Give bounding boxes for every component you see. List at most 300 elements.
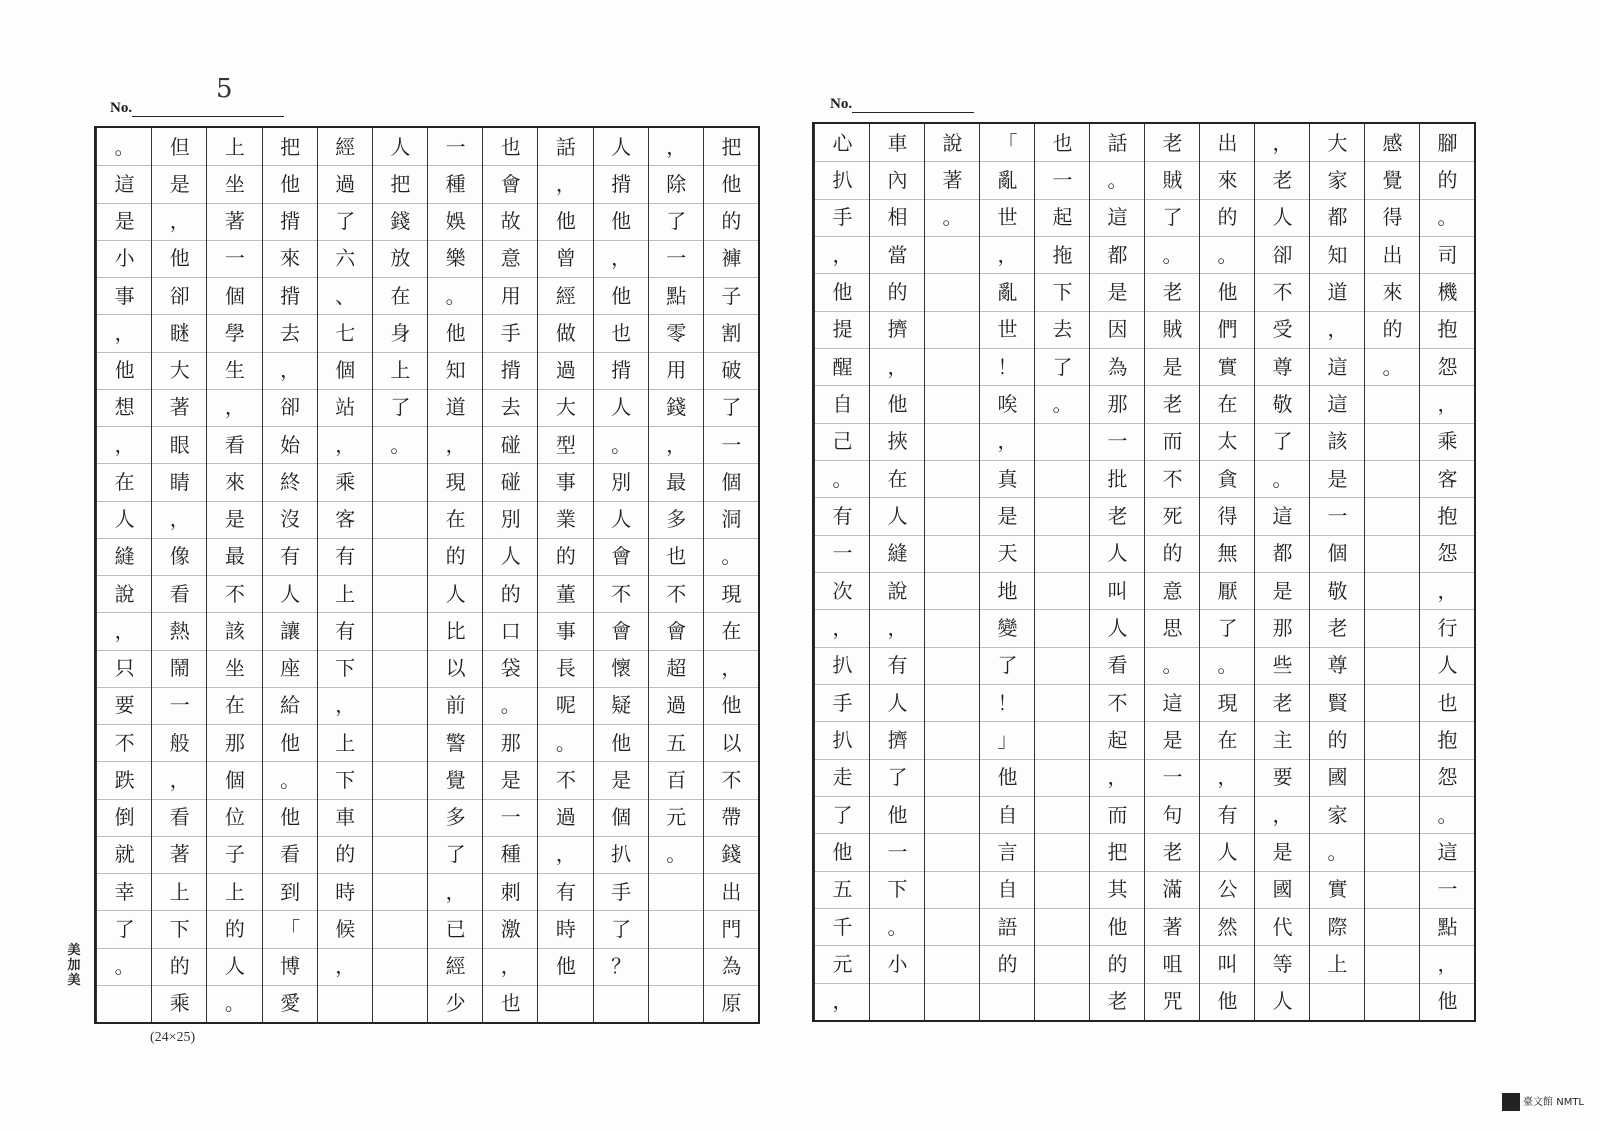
manuscript-character: ， <box>1437 951 1458 976</box>
manuscript-character: 。 <box>1052 391 1073 416</box>
manuscript-character: 一 <box>1437 877 1458 902</box>
manuscript-character: 去 <box>500 395 521 420</box>
manuscript-character: 看 <box>1107 653 1128 678</box>
manuscript-character: 世 <box>997 317 1018 342</box>
manuscript-character: ， <box>666 432 687 457</box>
manuscript-character: 敬 <box>1272 391 1293 416</box>
manuscript-character: 一 <box>1327 503 1348 528</box>
manuscript-character: 是 <box>169 171 190 196</box>
grid-column-line <box>869 124 870 1020</box>
manuscript-character: 他 <box>114 358 135 383</box>
manuscript-character: 口 <box>500 618 521 643</box>
grid-column-line <box>151 128 152 1022</box>
manuscript-character: 怨 <box>1437 354 1458 379</box>
manuscript-character: 千 <box>832 914 853 939</box>
manuscript-character: 博 <box>280 954 301 979</box>
manuscript-character: 有 <box>832 503 853 528</box>
manuscript-character: 。 <box>1327 839 1348 864</box>
manuscript-character: 一 <box>887 839 908 864</box>
left-column-text <box>318 128 373 1022</box>
manuscript-character: 點 <box>1437 914 1458 939</box>
manuscript-character: 在 <box>390 283 411 308</box>
manuscript-character: 唉 <box>997 391 1018 416</box>
manuscript-character: 下 <box>335 656 356 681</box>
manuscript-character: 這 <box>1327 391 1348 416</box>
manuscript-character: 揹 <box>611 171 632 196</box>
manuscript-character: 去 <box>1052 317 1073 342</box>
manuscript-character: 人 <box>224 954 245 979</box>
left-column <box>317 128 373 1022</box>
manuscript-character: 上 <box>1327 951 1348 976</box>
manuscript-character: 家 <box>1327 167 1348 192</box>
manuscript-character: 。 <box>1217 653 1238 678</box>
manuscript-character: 碰 <box>500 469 521 494</box>
manuscript-character: 把 <box>1107 839 1128 864</box>
left-column-text <box>263 128 318 1022</box>
grid-size-label: (24×25) <box>150 1030 196 1045</box>
manuscript-character: 放 <box>390 246 411 271</box>
manuscript-character: 一 <box>1162 765 1183 790</box>
manuscript-character: 個 <box>611 805 632 830</box>
manuscript-character: 賢 <box>1327 690 1348 715</box>
manuscript-character: ， <box>1327 317 1348 342</box>
manuscript-character: 內 <box>887 167 908 192</box>
manuscript-character: 著 <box>1162 914 1183 939</box>
manuscript-character: 下 <box>335 767 356 792</box>
manuscript-character: 元 <box>832 951 853 976</box>
left-column <box>482 128 538 1022</box>
manuscript-character: 是 <box>997 503 1018 528</box>
manuscript-character: 一 <box>1052 167 1073 192</box>
manuscript-character: 國 <box>1272 877 1293 902</box>
manuscript-character: 相 <box>887 205 908 230</box>
manuscript-character: 人 <box>1437 653 1458 678</box>
manuscript-character: 錢 <box>666 395 687 420</box>
manuscript-character: 他 <box>887 802 908 827</box>
manuscript-character: ， <box>1107 765 1128 790</box>
manuscript-character: 挾 <box>887 429 908 454</box>
manuscript-character: 老 <box>1162 130 1183 155</box>
manuscript-character: 了 <box>832 802 853 827</box>
manuscript-character: 的 <box>445 544 466 569</box>
manuscript-character: 在 <box>1217 391 1238 416</box>
left-column <box>703 128 759 1022</box>
left-column-text <box>152 128 207 1022</box>
manuscript-character: ！ <box>997 354 1018 379</box>
manuscript-character: 候 <box>335 916 356 941</box>
grid-column-line <box>1034 124 1035 1020</box>
right-manuscript-grid <box>812 122 1476 1022</box>
manuscript-character: 終 <box>280 469 301 494</box>
manuscript-character: 五 <box>666 730 687 755</box>
manuscript-character: 就 <box>114 842 135 867</box>
manuscript-character: 。 <box>1382 354 1403 379</box>
manuscript-character: 故 <box>500 209 521 234</box>
manuscript-character: 」 <box>997 727 1018 752</box>
manuscript-character: 大 <box>555 395 576 420</box>
grid-column-line <box>317 128 318 1022</box>
manuscript-character: 人 <box>611 395 632 420</box>
manuscript-character: 死 <box>1162 503 1183 528</box>
manuscript-character: 時 <box>555 916 576 941</box>
manuscript-character: 去 <box>280 320 301 345</box>
manuscript-character: 揹 <box>611 358 632 383</box>
manuscript-character: ， <box>335 954 356 979</box>
manuscript-character: ， <box>1272 130 1293 155</box>
manuscript-character: 但 <box>169 134 190 159</box>
right-column-text <box>1035 124 1090 1020</box>
manuscript-character: 是 <box>1272 839 1293 864</box>
manuscript-character: 。 <box>721 544 742 569</box>
manuscript-character: 人 <box>1272 989 1293 1014</box>
manuscript-character: 。 <box>887 914 908 939</box>
manuscript-character: 他 <box>1217 279 1238 304</box>
manuscript-character: 實 <box>1217 354 1238 379</box>
manuscript-character: 要 <box>114 693 135 718</box>
manuscript-character: 批 <box>1107 466 1128 491</box>
manuscript-character: 賊 <box>1162 167 1183 192</box>
manuscript-character: 錢 <box>390 209 411 234</box>
grid-column-line <box>1199 124 1200 1020</box>
manuscript-character: 他 <box>280 171 301 196</box>
manuscript-character: 的 <box>1382 317 1403 342</box>
manuscript-character: 賊 <box>1162 317 1183 342</box>
manuscript-character: 呢 <box>555 693 576 718</box>
manuscript-character: 揹 <box>500 358 521 383</box>
manuscript-character: 的 <box>224 916 245 941</box>
left-manuscript-grid <box>94 126 760 1024</box>
manuscript-character: 他 <box>611 730 632 755</box>
manuscript-character: 著 <box>169 842 190 867</box>
manuscript-character: 看 <box>280 842 301 867</box>
manuscript-character: 道 <box>445 395 466 420</box>
manuscript-character: ， <box>1217 765 1238 790</box>
manuscript-character: 會 <box>666 618 687 643</box>
manuscript-character: 小 <box>887 951 908 976</box>
manuscript-character: 扒 <box>832 727 853 752</box>
manuscript-character: 個 <box>335 358 356 383</box>
manuscript-character: 真 <box>997 466 1018 491</box>
manuscript-character: 有 <box>887 653 908 678</box>
manuscript-character: 般 <box>169 730 190 755</box>
right-column <box>869 124 925 1020</box>
manuscript-character: 把 <box>721 134 742 159</box>
manuscript-character: 起 <box>1052 205 1073 230</box>
manuscript-character: 用 <box>500 283 521 308</box>
manuscript-character: ， <box>114 432 135 457</box>
manuscript-character: 。 <box>942 205 963 230</box>
manuscript-character: 卻 <box>280 395 301 420</box>
archive-logo-icon <box>1502 1093 1520 1111</box>
left-column-text <box>207 128 262 1022</box>
manuscript-character: ， <box>169 507 190 532</box>
manuscript-character: 種 <box>445 171 466 196</box>
manuscript-character: 。 <box>611 432 632 457</box>
manuscript-character: 這 <box>1437 839 1458 864</box>
manuscript-character: 做 <box>555 320 576 345</box>
manuscript-character: 事 <box>555 618 576 643</box>
manuscript-character: 地 <box>997 578 1018 603</box>
manuscript-character: 看 <box>224 432 245 457</box>
manuscript-character: 手 <box>832 205 853 230</box>
manuscript-character: 得 <box>1382 205 1403 230</box>
left-column <box>206 128 262 1022</box>
manuscript-character: 多 <box>666 507 687 532</box>
manuscript-character: 太 <box>1217 429 1238 454</box>
manuscript-character: 他 <box>832 279 853 304</box>
manuscript-character: 行 <box>1437 615 1458 640</box>
manuscript-character: 當 <box>887 242 908 267</box>
manuscript-character: 的 <box>1107 951 1128 976</box>
manuscript-character: 。 <box>445 283 466 308</box>
manuscript-character: 想 <box>114 395 135 420</box>
manuscript-character: 著 <box>942 167 963 192</box>
manuscript-character: 零 <box>666 320 687 345</box>
manuscript-character: 家 <box>1327 802 1348 827</box>
manuscript-character: 受 <box>1272 317 1293 342</box>
manuscript-character: 原 <box>721 991 742 1016</box>
manuscript-character: 一 <box>224 246 245 271</box>
manuscript-character: 看 <box>169 805 190 830</box>
right-column-text <box>1310 124 1365 1020</box>
manuscript-character: 扒 <box>832 167 853 192</box>
manuscript-character: 上 <box>169 879 190 904</box>
manuscript-character: 不 <box>611 581 632 606</box>
manuscript-character: 是 <box>1272 578 1293 603</box>
manuscript-character: 不 <box>1162 466 1183 491</box>
manuscript-character: 有 <box>1217 802 1238 827</box>
manuscript-character: 手 <box>832 690 853 715</box>
left-column-text <box>594 128 649 1022</box>
manuscript-character: 洞 <box>721 507 742 532</box>
manuscript-character: 怨 <box>1437 765 1458 790</box>
manuscript-character: 世 <box>997 205 1018 230</box>
manuscript-character: 的 <box>1327 727 1348 752</box>
manuscript-character: 語 <box>997 914 1018 939</box>
right-column <box>924 124 980 1020</box>
manuscript-character: 疑 <box>611 693 632 718</box>
manuscript-character: 。 <box>1162 242 1183 267</box>
manuscript-character: 些 <box>1272 653 1293 678</box>
manuscript-character: ， <box>887 615 908 640</box>
manuscript-character: 扒 <box>611 842 632 867</box>
manuscript-character: 上 <box>390 358 411 383</box>
manuscript-character: 了 <box>445 842 466 867</box>
manuscript-character: 在 <box>887 466 908 491</box>
manuscript-character: 上 <box>224 134 245 159</box>
left-column <box>593 128 649 1022</box>
manuscript-character: 。 <box>1437 205 1458 230</box>
manuscript-character: 也 <box>500 134 521 159</box>
manuscript-character: 有 <box>555 879 576 904</box>
grid-column-line <box>648 128 649 1022</box>
manuscript-character: 「 <box>280 916 301 941</box>
manuscript-character: 前 <box>445 693 466 718</box>
manuscript-character: 們 <box>1217 317 1238 342</box>
manuscript-character: ！ <box>997 690 1018 715</box>
left-column <box>372 128 428 1022</box>
left-column-text <box>97 128 152 1022</box>
manuscript-character: 他 <box>555 954 576 979</box>
manuscript-character: 不 <box>666 581 687 606</box>
manuscript-character: 手 <box>500 320 521 345</box>
manuscript-character: 他 <box>997 765 1018 790</box>
manuscript-character: 現 <box>721 581 742 606</box>
manuscript-character: 然 <box>1217 914 1238 939</box>
manuscript-character: 不 <box>1272 279 1293 304</box>
manuscript-character: 縫 <box>114 544 135 569</box>
manuscript-character: 學 <box>224 320 245 345</box>
manuscript-character: 過 <box>555 358 576 383</box>
manuscript-character: 意 <box>1162 578 1183 603</box>
manuscript-character: 。 <box>390 432 411 457</box>
manuscript-character: 也 <box>666 544 687 569</box>
manuscript-character: 警 <box>445 730 466 755</box>
manuscript-character: 個 <box>1327 541 1348 566</box>
manuscript-character: 在 <box>1217 727 1238 752</box>
manuscript-character: 人 <box>500 544 521 569</box>
manuscript-character: 著 <box>169 395 190 420</box>
manuscript-character: 該 <box>224 618 245 643</box>
manuscript-character: 。 <box>1272 466 1293 491</box>
manuscript-character: 少 <box>445 991 466 1016</box>
manuscript-character: 的 <box>555 544 576 569</box>
manuscript-character: 小 <box>114 246 135 271</box>
manuscript-character: 上 <box>335 730 356 755</box>
manuscript-character: 客 <box>1437 466 1458 491</box>
manuscript-character: 走 <box>832 765 853 790</box>
manuscript-character: 來 <box>1382 279 1403 304</box>
manuscript-character: 以 <box>445 656 466 681</box>
manuscript-character: 都 <box>1107 242 1128 267</box>
manuscript-character: 的 <box>335 842 356 867</box>
manuscript-character: 老 <box>1162 839 1183 864</box>
manuscript-character: 也 <box>1052 130 1073 155</box>
manuscript-character: ， <box>555 171 576 196</box>
manuscript-character: ， <box>1272 802 1293 827</box>
manuscript-character: 多 <box>445 805 466 830</box>
manuscript-character: 業 <box>555 507 576 532</box>
manuscript-character: 人 <box>1217 839 1238 864</box>
manuscript-character: 是 <box>1107 279 1128 304</box>
grid-column-line <box>924 124 925 1020</box>
manuscript-character: 老 <box>1162 279 1183 304</box>
manuscript-character: ， <box>997 242 1018 267</box>
manuscript-character: 種 <box>500 842 521 867</box>
manuscript-character: 車 <box>335 805 356 830</box>
manuscript-character: ， <box>500 954 521 979</box>
right-column <box>979 124 1035 1020</box>
manuscript-character: 老 <box>1272 690 1293 715</box>
manuscript-character: 該 <box>1327 429 1348 454</box>
right-column <box>1364 124 1420 1020</box>
manuscript-character: 實 <box>1327 877 1348 902</box>
manuscript-character: 感 <box>1382 130 1403 155</box>
manuscript-character: 縫 <box>887 541 908 566</box>
grid-column-line <box>1089 124 1090 1020</box>
manuscript-character: 抱 <box>1437 503 1458 528</box>
manuscript-character: 他 <box>1107 914 1128 939</box>
manuscript-character: 六 <box>335 246 356 271</box>
manuscript-character: 乘 <box>335 469 356 494</box>
manuscript-character: 醒 <box>832 354 853 379</box>
left-column <box>151 128 207 1022</box>
right-column <box>1254 124 1310 1020</box>
manuscript-character: 最 <box>666 469 687 494</box>
manuscript-character: 他 <box>169 246 190 271</box>
manuscript-character: 他 <box>721 693 742 718</box>
brand-mark: 美加美 <box>67 943 81 988</box>
right-column-text <box>815 124 870 1020</box>
manuscript-character: 是 <box>1327 466 1348 491</box>
manuscript-character: 董 <box>555 581 576 606</box>
manuscript-character: 意 <box>500 246 521 271</box>
manuscript-character: 的 <box>1162 541 1183 566</box>
manuscript-character: 坐 <box>224 171 245 196</box>
manuscript-character: 。 <box>1437 802 1458 827</box>
manuscript-character: 上 <box>335 581 356 606</box>
grid-column-line <box>1309 124 1310 1020</box>
manuscript-character: 個 <box>721 469 742 494</box>
manuscript-character: 點 <box>666 283 687 308</box>
manuscript-character: 、 <box>335 283 356 308</box>
manuscript-character: 用 <box>666 358 687 383</box>
manuscript-character: 而 <box>1107 802 1128 827</box>
manuscript-character: 腳 <box>1437 130 1458 155</box>
manuscript-character: 知 <box>445 358 466 383</box>
left-column <box>537 128 593 1022</box>
manuscript-character: 出 <box>1217 130 1238 155</box>
manuscript-character: 經 <box>445 954 466 979</box>
manuscript-character: 的 <box>887 279 908 304</box>
manuscript-character: 站 <box>335 395 356 420</box>
manuscript-character: 。 <box>114 134 135 159</box>
manuscript-character: 刺 <box>500 879 521 904</box>
manuscript-character: 說 <box>942 130 963 155</box>
manuscript-character: 以 <box>721 730 742 755</box>
manuscript-character: 知 <box>1327 242 1348 267</box>
manuscript-character: 來 <box>224 469 245 494</box>
grid-column-line <box>1419 124 1420 1020</box>
manuscript-character: 人 <box>1272 205 1293 230</box>
manuscript-character: 。 <box>114 954 135 979</box>
manuscript-character: 他 <box>1217 989 1238 1014</box>
manuscript-character: 一 <box>721 432 742 457</box>
right-column-text <box>870 124 925 1020</box>
manuscript-character: 身 <box>390 320 411 345</box>
manuscript-character: 人 <box>390 134 411 159</box>
manuscript-character: 了 <box>611 916 632 941</box>
left-column-text <box>373 128 428 1022</box>
manuscript-character: 老 <box>1107 989 1128 1014</box>
manuscript-character: 滿 <box>1162 877 1183 902</box>
manuscript-character: 割 <box>721 320 742 345</box>
manuscript-character: 主 <box>1272 727 1293 752</box>
manuscript-character: 來 <box>1217 167 1238 192</box>
manuscript-character: 超 <box>666 656 687 681</box>
manuscript-character: 他 <box>280 805 301 830</box>
manuscript-character: ， <box>611 246 632 271</box>
grid-column-line <box>1364 124 1365 1020</box>
manuscript-character: 公 <box>1217 877 1238 902</box>
right-page-no-label: No. <box>830 96 974 113</box>
manuscript-character: ， <box>832 242 853 267</box>
manuscript-character: 次 <box>832 578 853 603</box>
manuscript-character: 那 <box>1272 615 1293 640</box>
manuscript-character: 這 <box>1272 503 1293 528</box>
manuscript-character: 而 <box>1162 429 1183 454</box>
manuscript-character: 那 <box>500 730 521 755</box>
